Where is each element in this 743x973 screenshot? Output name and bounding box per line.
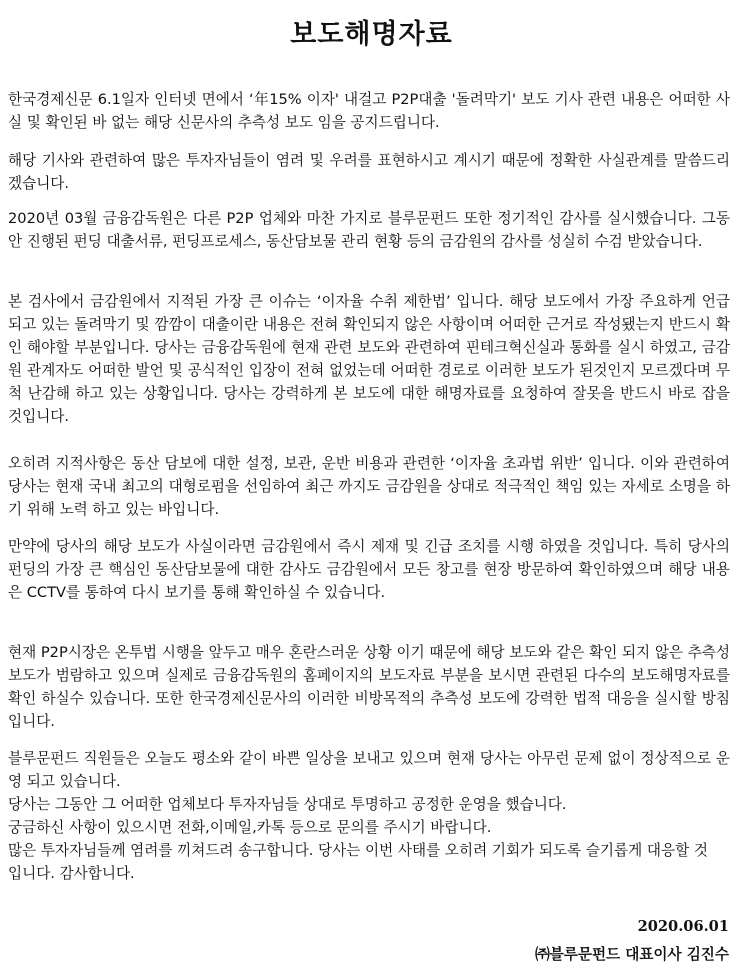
closing-line-4: 많은 투자자님들께 염려를 끼쳐드려 송구합니다. 당사는 이번 사태를 오히려 기회가 되도록 슬기롭게 대응할 것입니다. 감사합니다. [8, 842, 708, 882]
closing-line-1: 블루문펀드 직원들은 오늘도 평소와 같이 바쁜 일상을 보내고 있으며 현재 당사는 아무런 문제 없이 정상적으로 운영 되고 있습니다. [8, 750, 730, 790]
closing-line-2: 당사는 그동안 그 어떠한 업체보다 투자자님들 상대로 투명하고 공정한 운영을 했습니다. [8, 796, 567, 813]
signature-line: ㈜블루문펀드 대표이사 김진수 [535, 946, 729, 963]
paragraph-2: 해당 기사와 관련하여 많은 투자자님들이 염려 및 우려를 표현하시고 계시기 때문에 정확한 사실관계를 말씀드리겠습니다. [8, 152, 730, 192]
document-date: 2020.06.01 [637, 918, 729, 935]
paragraph-5: 오히려 지적사항은 동산 담보에 대한 설정, 보관, 운반 비용과 관련한 ‘이자율 초과법 위반’ 입니다. 이와 관련하여 당사는 현재 국내 최고의 대형로펌을 선임하여 최근 까지도 금감원을 상대로 적극적인 책임 있는 자세로 소명을 하기 위해 노력 하고 있는 바입니다. [8, 455, 730, 518]
closing-line-3: 궁금하신 사항이 있으시면 전화,이메일,카톡 등으로 문의를 주시기 바랍니다. [8, 819, 492, 836]
paragraph-6: 만약에 당사의 해당 보도가 사실이라면 금감원에서 즉시 제재 및 긴급 조치를 시행 하였을 것입니다. 특히 당사의 펀딩의 가장 큰 핵심인 동산담보물에 대한 감사도 금감원에서 모든 창고를 현장 방문하여 확인하였으며 해당 내용은 CCTV를 통하여 다시 보기를 통해 확인하실 수 있습니다. [8, 538, 730, 601]
document-title: 보도해명자료 [290, 19, 453, 50]
paragraph-4: 본 검사에서 금감원에서 지적된 가장 큰 이슈는 ‘이자율 수취 제한법’ 입니다. 해당 보도에서 가장 주요하게 언급 되고 있는 돌려막기 및 깜깜이 대출이란 내용은 전혀 확인되지 않은 사항이며 어떠한 근거로 작성됐는지 반드시 확인 해야할 부분입니다. 당사는 금융감독원에 현재 관련 보도와 관련하여 핀테크혁신실과 통화를 실시 하였고, 금감원 관계자도 어떠한 발언 및 공식적인 입장이 전혀 없었는데 어떠한 경로로 이러한 보도가 된것인지 모르겠다며 무척 난감해 하고 있는 상황입니다. 당사는 강력하게 본 보도에 대한 해명자료를 요청하여 잘못을 반드시 바로 잡을 것입니다. [8, 293, 730, 425]
paragraph-3: 2020년 03월 금융감독원은 다른 P2P 업체와 마찬 가지로 블루문펀드 또한 정기적인 감사를 실시했습니다. 그동안 진행된 펀딩 대출서류, 펀딩프로세스, 동산담보물 관리 현황 등의 금감원의 감사를 성실히 수검 받았습니다. [8, 210, 730, 250]
paragraph-7: 현재 P2P시장은 온투법 시행을 앞두고 매우 혼란스러운 상황 이기 때문에 해당 보도와 같은 확인 되지 않은 추측성 보도가 범람하고 있으며 실제로 금융감독원의 홈페이지의 보도자료 부분을 보시면 관련된 다수의 보도해명자료를 확인 하실수 있습니다. 또한 한국경제신문사의 이러한 비방목적의 추측성 보도에 강력한 법적 대응을 실시할 방침입니다. [8, 644, 730, 730]
paragraph-1: 한국경제신문 6.1일자 인터넷 면에서 ‘年15% 이자' 내걸고 P2P대출 '돌려막기' 보도 기사 관련 내용은 어떠한 사실 및 확인된 바 없는 해당 신문사의 추측성 보도 임을 공지드립니다. [8, 91, 730, 131]
